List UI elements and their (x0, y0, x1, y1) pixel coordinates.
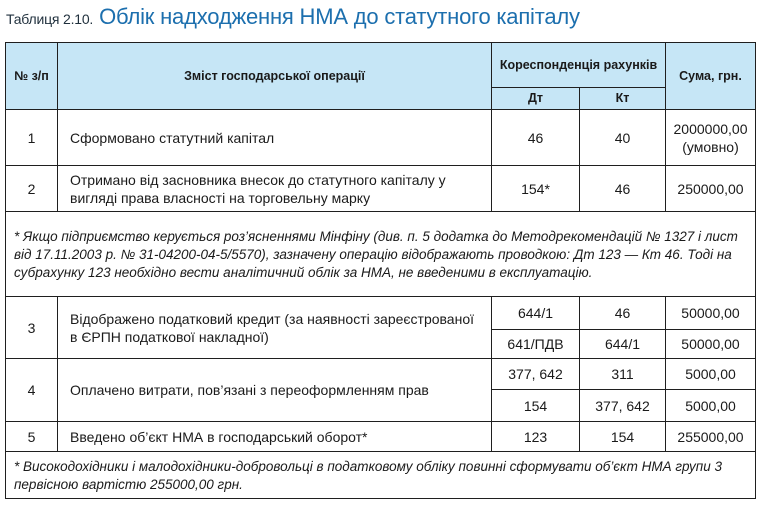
debit-cell: 641/ПДВ (492, 330, 580, 359)
credit-cell: 377, 642 (580, 390, 666, 422)
table-row (6, 422, 756, 452)
row-number: 1 (6, 110, 58, 166)
footnote-tax: * Високодохідники і малодохідники-добровольці в податковому обліку повинні сформувати об’єкт НМА групи 3 первісною вартістю 255000,00 грн. (6, 452, 756, 499)
operation-text: Оплачено витрати, пов’язані з переоформленням прав (58, 359, 492, 422)
amount-cell: 50000,00 (666, 330, 756, 359)
header-num: № з/п (6, 43, 58, 110)
table-row (6, 359, 756, 390)
debit-cell: 377, 642 (492, 359, 580, 390)
table-caption (6, 4, 580, 38)
footnote-row (6, 452, 756, 499)
header-correspondence: Кореспонденція рахунків (492, 43, 666, 88)
table-row (6, 297, 756, 330)
debit-cell: 154 (492, 390, 580, 422)
credit-cell: 644/1 (580, 330, 666, 359)
row-number: 4 (6, 359, 58, 422)
table-title: Облік надходження НМА до статутного капіталу (99, 4, 580, 29)
credit-cell: 154 (580, 422, 666, 452)
row-number: 5 (6, 422, 58, 452)
footnote-ministry: * Якщо підприємство керується роз’ясненнями Мінфіну (див. п. 5 додатка до Методрекомендацій № 1327 і лист від 17.11.2003 р. № 31-04200-04-5/5570), зазначену операцію відображають проводкою: Дт 123 — Кт 46. Тоді на субрахунку 123 необхідно вести аналітичний облік за НМА, не введеними в експлуатацію. (6, 212, 756, 297)
debit-cell: 46 (492, 110, 580, 166)
operation-text: Сформовано статутний капітал (58, 110, 492, 166)
operation-text: Введено об’єкт НМА в господарський оборот* (58, 422, 492, 452)
header-row (6, 43, 756, 88)
header-debit: Дт (492, 88, 580, 110)
accounting-table (5, 42, 756, 499)
credit-cell: 46 (580, 297, 666, 330)
header-amount: Сума, грн. (666, 43, 756, 110)
debit-cell: 123 (492, 422, 580, 452)
footnote-row (6, 212, 756, 297)
amount-cell: 50000,00 (666, 297, 756, 330)
debit-cell: 644/1 (492, 297, 580, 330)
amount-cell: 5000,00 (666, 390, 756, 422)
operation-text: Відображено податковий кредит (за наявності зареєстрованої в ЄРПН податкової накладної) (58, 297, 492, 359)
debit-cell: 154* (492, 166, 580, 212)
row-number: 2 (6, 166, 58, 212)
header-credit: Кт (580, 88, 666, 110)
table-number-label: Таблиця 2.10. (6, 11, 94, 27)
header-content: Зміст господарської операції (58, 43, 492, 110)
table-row (6, 110, 756, 166)
amount-cell: 250000,00 (666, 166, 756, 212)
amount-cell: 2000000,00 (умовно) (666, 110, 756, 166)
operation-text: Отримано від засновника внесок до статутного капіталу у вигляді права власності на торговельну марку (58, 166, 492, 212)
amount-cell: 5000,00 (666, 359, 756, 390)
credit-cell: 46 (580, 166, 666, 212)
credit-cell: 40 (580, 110, 666, 166)
row-number: 3 (6, 297, 58, 359)
credit-cell: 311 (580, 359, 666, 390)
amount-cell: 255000,00 (666, 422, 756, 452)
table-row (6, 166, 756, 212)
